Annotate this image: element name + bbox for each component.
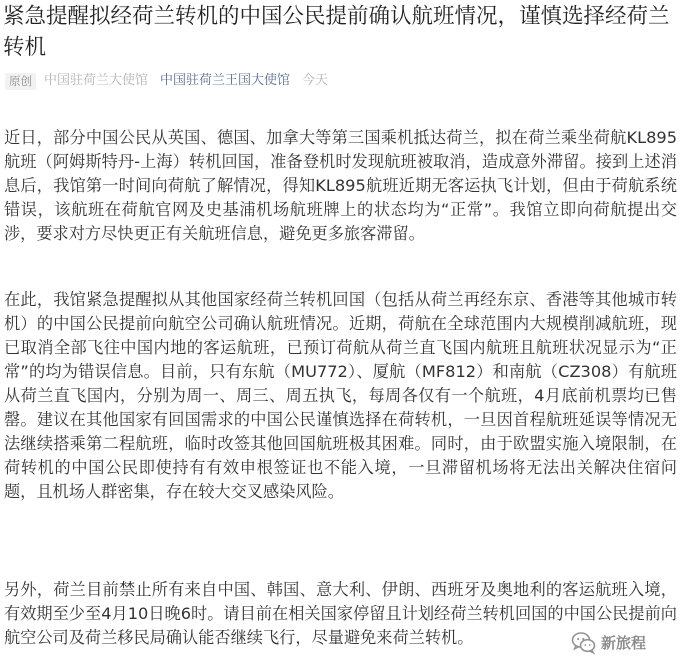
watermark bbox=[571, 622, 646, 664]
publish-date: 今天 bbox=[302, 73, 329, 88]
paragraph-2: 在此，我馆紧急提醒拟从其他国家经荷兰转机回国（包括从荷兰再经东京、香港等其他城市转机）的中国公民提前向航空公司确认航班情况。近期，荷航在全球范围内大规模削减航班，现已取消全部飞往中国内地的客运航班，已预订荷航从荷兰直飞国内航班且航班状况显示为“正常”的均为错误信息。目前，只有东航（MU772）、厦航（MF812）和南航（CZ308）有航班从荷兰直飞国内，分别为周一、周三、周五执飞，每周各仅有一个航班，4月底前机票均已售罄。建议在其他国家有回国需求的中国公民谨慎选择在荷转机，一旦因首程航班延误等情况无法继续搭乘第二程航班，临时改签其他回国航班极其困难。同时，由于欧盟实施入境限制，在荷转机的中国公民即使持有有效申根签证也不能入境，一旦滞留机场将无法出关解决住宿问题，且机场人群密集，存在较大交叉感染风险。 bbox=[4, 290, 677, 501]
article-title: 紧急提醒拟经荷兰转机的中国公民提前确认航班情况，谨慎选择经荷兰转机 bbox=[3, 4, 670, 60]
paragraph-3: 另外，荷兰目前禁止所有来自中国、韩国、意大利、伊朗、西班牙及奥地利的客运航班入境，有效期至少至4月10日晚6时。请目前在相关国家停留且计划经荷兰转机回国的中国公民提前向航空公司及荷兰移民局确认能否继续飞行，尽量避免来荷兰转机。 bbox=[4, 580, 677, 647]
wechat-logo-icon bbox=[571, 630, 597, 656]
watermark-text: 新旅程 bbox=[601, 634, 647, 652]
original-tag: 原创 bbox=[5, 73, 36, 90]
account-link[interactable]: 中国驻荷兰王国大使馆 bbox=[160, 73, 291, 88]
author-name: 中国驻荷兰大使馆 bbox=[44, 73, 149, 88]
paragraph-1: 近日，部分中国公民从英国、德国、加拿大等第三国乘机抵达荷兰，拟在荷兰乘坐荷航KL895航班（阿姆斯特丹-上海）转机回国，准备登机时发现航班被取消，造成意外滞留。接到上述消息后，我馆第一时间向荷航了解情况，得知KL895航班近期无客运执飞计划，但由于荷航系统错误，该航班在荷航官网及史基浦机场航班牌上的状态均为“正常”。我馆立即向荷航提出交涉，要求对方尽快更正有关航班信息，避免更多旅客滞留。 bbox=[4, 128, 677, 243]
article-meta bbox=[5, 71, 328, 91]
